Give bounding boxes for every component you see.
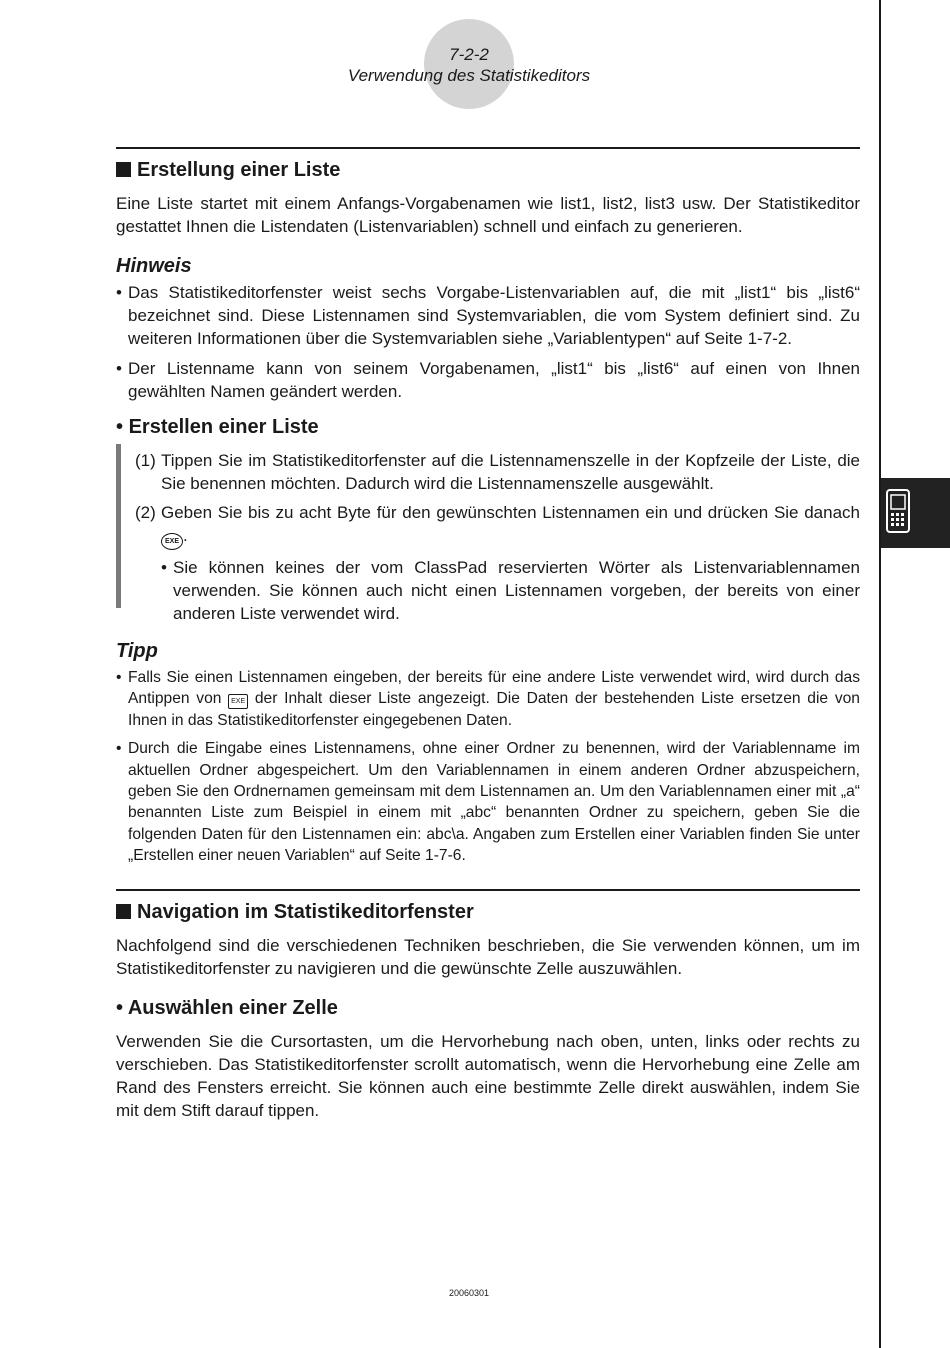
step-note <box>161 556 860 625</box>
section-intro: Nachfolgend sind die verschiedenen Techniken beschrieben, die Sie verwenden können, um im Statistikeditorfenster zu navigieren und die gewünschte Zelle auszuwählen. <box>116 936 860 978</box>
section-erstellung <box>116 157 860 867</box>
page-edge-rule <box>879 0 881 1348</box>
tip-text: Durch die Eingabe eines Listennamens, ohne einer Ordner zu benennen, wird der Variablenname im aktuellen Ordner abgespeichert. Um den Variablennamen in einem anderen Ordner abzuspeichern, geben Sie den Ordnernamen gemeinsam mit dem Listennamen an. Um den Variablennamen einer mit „a“ benannten Liste zum Beispiel in einem mit „abc“ benannten Ordner zu speichern, geben Sie die folgenden Daten für den Listennamen ein: abc\a. Angaben zum Erstellen einer Variablen finden Sie unter „Erstellen einer neuen Variablen“ auf Seite 1-7-6. <box>128 740 860 865</box>
step-text: Geben Sie bis zu acht Byte für den gewünschten Listennamen ein und drücken Sie danach <box>161 503 860 522</box>
tip-heading: Tipp <box>116 640 158 662</box>
note-item-text: Der Listenname kann von seinem Vorgabenamen, „list1“ bis „list6“ auf einen von Ihnen gewählten Namen geändert werden. <box>128 359 860 401</box>
step-number: (1) <box>135 451 156 470</box>
section-heading-text: Navigation im Statistikeditorfenster <box>137 901 474 923</box>
tip-text: Falls Sie einen Listennamen eingeben, der bereits für eine andere Liste verwendet wird, wird durch das Antippen von <box>128 669 860 708</box>
tip-item <box>116 667 860 731</box>
step-text: Tippen Sie im Statistikeditorfenster auf die Listennamenszelle in der Kopfzeile der Liste, die Sie benennen möchten. Dadurch wird die Listennamenszelle ausgewählt. <box>161 451 860 493</box>
footer-code: 20060301 <box>448 1288 490 1298</box>
exe-key-icon: EXE <box>161 533 183 550</box>
section-body: Verwenden Sie die Cursortasten, um die Hervorhebung nach oben, unten, links oder rechts zu verschieben. Das Statistikeditorfenster scrollt automatisch, wenn die Hervorhebung eine Zelle am Rand des Fensters erreicht. Sie können auch eine bestimmte Zelle direkt auswählen, indem Sie mit dem Stift darauf tippen. <box>116 1032 860 1120</box>
note-item <box>116 357 860 403</box>
tip-text: der Inhalt dieser Liste angezeigt. Die Daten der bestehenden Liste ersetzen die von Ihnen in das Statistikeditorfenster eingegebenen Daten. <box>128 690 860 729</box>
note-heading: Hinweis <box>116 255 192 277</box>
note-item-text: Das Statistikeditorfenster weist sechs Vorgabe-Listenvariablen auf, die mit „list1“ bis „list6“ bezeichnet sind. Diese Listennamen sind Systemvariablen, die vom System definiert sind. Zu weiteren Informationen über die Systemvariablen siehe „Variablentypen“ auf Seite 1-7-2. <box>128 283 860 348</box>
section-rule <box>116 147 860 149</box>
steps-list <box>116 449 860 625</box>
step-note-text: Sie können keines der vom ClassPad reservierten Wörter als Listenvariablennamen verwenden. Sie können auch nicht einen Listennamen vorgeben, der bereits von einer anderen Liste verwendet wird. <box>173 558 860 623</box>
bullet-icon: • <box>116 669 122 686</box>
bullet-icon: • <box>161 558 167 577</box>
steps-bar <box>116 444 121 608</box>
section-navigation <box>116 899 860 1122</box>
note-item <box>116 281 860 350</box>
bullet-icon: • <box>116 416 124 438</box>
sub-heading-text: Auswählen einer Zelle <box>127 997 338 1019</box>
sub-heading-text: Erstellen einer Liste <box>128 416 319 438</box>
bullet-icon: • <box>116 283 122 302</box>
exe-key-icon: EXE <box>228 694 248 709</box>
bullet-icon: • <box>116 740 122 758</box>
section-rule <box>116 889 860 891</box>
section-heading <box>116 899 860 925</box>
sub-heading <box>116 995 860 1021</box>
tip-item <box>116 738 860 866</box>
chapter-tab <box>881 478 950 548</box>
bullet-icon: • <box>116 359 122 378</box>
step-item <box>135 449 860 495</box>
section-heading-text: Erstellung einer Liste <box>137 159 341 181</box>
bullet-icon: • <box>116 997 124 1019</box>
sub-heading <box>116 414 860 440</box>
step-number: (2) <box>135 503 156 522</box>
section-heading <box>116 157 860 183</box>
calculator-icon <box>885 488 915 536</box>
page-number: 7-2-2 <box>449 45 489 64</box>
section-intro: Eine Liste startet mit einem Anfangs-Vorgabenamen wie list1, list2, list3 usw. Der Statistikeditor gestattet Ihnen die Listendaten (Listenvariablen) schnell und einfach zu generieren. <box>116 194 860 236</box>
section-title: Verwendung des Statistikeditors <box>347 66 591 85</box>
square-bullet-icon <box>116 162 131 177</box>
step-item: (2) Geben Sie bis zu acht Byte für den gewünschten Listennamen ein und drücken Sie danach EXE . <box>135 501 860 550</box>
square-bullet-icon <box>116 904 131 919</box>
